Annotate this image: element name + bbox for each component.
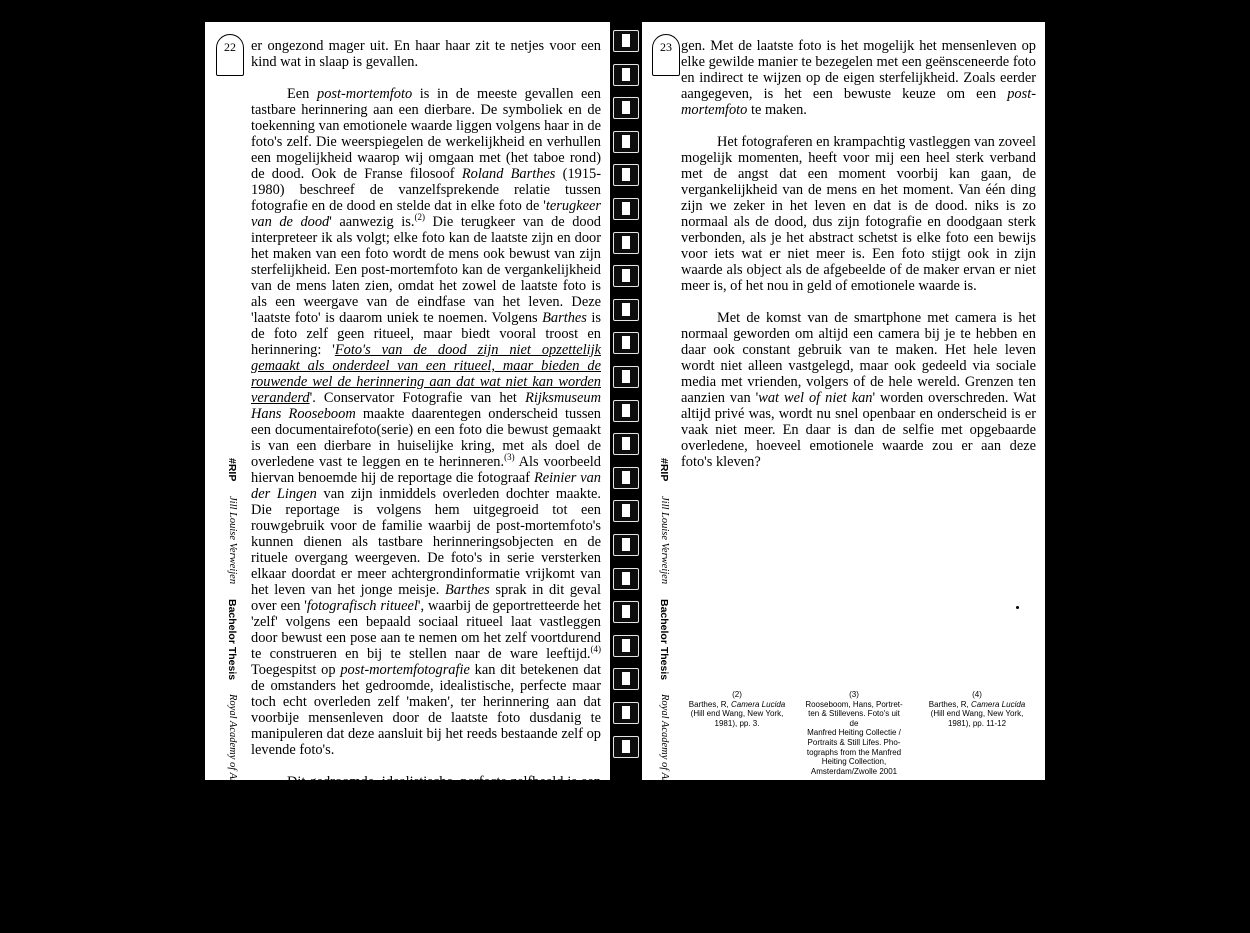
- binding-coil: [613, 265, 639, 287]
- text-run: kan dit betekenen dat de omstanders het gedroomde, idealistische, perfecte maar toch echt overleden zelf 'maken', ter herinnering aan dat voorbije mensenleven door de laatste foto dusdanig te manipuleren dat deze aansluit bij het reeds bestaande zelf op levende foto's.: [251, 662, 601, 758]
- sidebar-author: Jill Louise Verweijen: [659, 495, 670, 585]
- footnote-line: Barthes, R, Camera Lucida: [928, 699, 1026, 709]
- footnote-number: (3): [849, 690, 859, 699]
- page-number-left: 22: [216, 34, 244, 76]
- left-page: [205, 22, 610, 921]
- emphasis-text: Foto's van de dood zijn niet opzettelijk gemaakt als onderdeel van een ritueel, maar bieden de rouwende wel de herinnering aan dat wat niet kan worden veranderd: [251, 342, 601, 406]
- sidebar-author: Jill Louise Verweijen: [227, 495, 238, 585]
- footnote-line: 1981), pp. 3.: [714, 718, 760, 728]
- text-run: Die terugkeer van de dood interpreteer ik als volgt; elke foto kan de laatste zijn en door het maken van een foto wordt de mens ook bewust van zijn sterfelijkheid. Een post-mortemfoto kan de vergankelijkheid van de mens laten zien, omdat het zowel de laatste foto is als een weergave van de eindfase van het leven. Deze 'laatste foto' is daarom uniek te noemen. Volgens: [251, 214, 601, 326]
- sidebar-academy: Royal Academy of Arts The Hague Photography 2019: [659, 694, 670, 921]
- binding-coil: [613, 568, 639, 590]
- binding-coil: [613, 332, 639, 354]
- footnote-line: ten & Stillevens. Foto's uit de: [808, 709, 900, 728]
- text-run: er ongezond mager uit. En haar haar zit te netjes voor een kind wat in slaap is gevallen.: [251, 38, 601, 70]
- emphasis-text: post-mortemfoto: [317, 86, 413, 102]
- paragraph-gap: [251, 70, 601, 86]
- stray-mark: [1016, 606, 1019, 609]
- paragraph-gap: [251, 758, 601, 774]
- binding-coil: [613, 30, 639, 52]
- footnote-line: (Hill end Wang, New York,: [930, 709, 1024, 719]
- body-paragraph: [251, 774, 601, 822]
- emphasis-text: Roland Barthes: [461, 166, 556, 182]
- body-text-right: [681, 38, 1036, 470]
- footnote-ref: (3): [504, 452, 515, 463]
- emphasis-text: Reinier van der Lingen: [251, 470, 601, 502]
- text-run: van zijn inmiddels overleden dochter maakte. Die reportage is volgens hem uitgegroeid tot een rouwgebruik voor de familie waarbij de post-mortemfoto's kunnen dienen als tastbare herinneringsobjecten en de rituele overgang weergeven. De foto's in serie versterken elkaar doordat er meer achtergrondinformatie vrijkomt van het leven van het jonge meisje.: [251, 486, 601, 598]
- footnote-number: (2): [732, 690, 742, 699]
- text-run: Dit gedroomde, idealistische, perfecte zelfbeeld is een veelvoorkomend onderwerp om op de laatste foto vast te leg-: [251, 774, 601, 822]
- footnote-line: Rooseboom, Hans, Portret-: [805, 699, 903, 709]
- binding-coil: [613, 299, 639, 321]
- text-run: is de foto zelf geen ritueel, maar biedt vooral troost en herinnering: ': [251, 310, 601, 358]
- footnote-3: [804, 690, 904, 776]
- right-page: [642, 22, 1045, 921]
- text-run: Met de komst van de smartphone met camera is het normaal geworden om altijd een camera bij je te hebben en daar ook constant gebruik van te maken. Het hele leven wordt niet alleen vastgelegd, maar ook gedeeld via sociale media met vrienden, volgers of de hele wereld. Grenzen ten aanzien van ': [681, 310, 1036, 406]
- binding-coil: [613, 164, 639, 186]
- emphasis-text: Rijksmuseum Hans Rooseboom: [251, 390, 601, 422]
- emphasis-text: fotografisch ritueel: [306, 598, 418, 614]
- footnote-number: (4): [972, 690, 982, 699]
- text-run: ' worden overschreden. Wat altijd privé was, wordt nu snel openbaar en onderscheid is er vaak niet meer. En daar is dan de selfie met opgebaarde overledene, hoeveel emotionele waarde zou er aan deze foto's kleven?: [681, 390, 1037, 470]
- footnote-line: 1981), pp. 11-12: [947, 718, 1007, 728]
- body-paragraph: [681, 310, 1036, 470]
- binding-coil: [613, 232, 639, 254]
- emphasis-text: wat wel of niet kan: [758, 390, 873, 406]
- text-run: gen. Met de laatste foto is het mogelijk het mensenleven op elke gewilde manier te bezegelen met een geënsceneerde foto en indirect te wijzen op de eigen sterfelijkheid. Zoals eerder aangegeven, is het een bewuste keuze om een: [681, 38, 1036, 102]
- text-run: ', waarbij de geportretteerde het 'zelf' volgens een bepaald sociaal ritueel laat vastleggen door bewust een pose aan te nemen om het zelf voortdurend te construeren en bij te stellen naar de ware leeftijd.: [251, 598, 601, 662]
- binding-coil: [613, 736, 639, 758]
- text-run: is in de meeste gevallen een tastbare herinnering aan een dierbare. De symboliek en de toekenning van emotionele waarde liggen volgens haar in de foto's zelf. Die weerspiegelen de werkelijkheid en verhullen een mogelijkheid waarop wij omgaan met (het taboe rond) de dood. Ook de Franse filosoof: [251, 86, 601, 182]
- binding-coil: [613, 400, 639, 422]
- body-paragraph: [681, 38, 1036, 118]
- body-paragraph: [681, 134, 1036, 294]
- binding-coil: [613, 534, 639, 556]
- text-run: Het fotograferen en krampachtig vastleggen van zoveel mogelijk momenten, heeft voor mij een heel sterk verband met de angst dat een moment voorbij kan gaan, de vergankelijkheid van de mens en het moment. Van één ding zijn we zeker in het leven en dat is de dood. niks is zo normaal als de dood, dus zijn fotografie en doodgaan sterk verbonden, als je het abstract schetst is elke foto een bewijs voor iets wat er niet meer is. Een foto stijgt ook in zijn waarde als object als de afgebeelde of de maker ervan er niet meer is, of het nou in geld of emotionele waarde is.: [681, 134, 1036, 294]
- emphasis-text: Barthes: [542, 310, 587, 326]
- footnote-4: [927, 690, 1027, 728]
- emphasis-text: Barthes: [444, 582, 490, 598]
- footnote-line: (Hill end Wang, New York,: [690, 709, 784, 719]
- binding-coil: [613, 601, 639, 623]
- text-run: maakte daarentegen onderscheid tussen een documentairefoto(serie) en een foto die bewust gemaakt is van een dierbare in huiselijke kring, met als doel de overledene vast te leggen en te herinneren.: [251, 406, 601, 470]
- footnote-line: Heiting Collection,: [821, 757, 887, 767]
- body-paragraph: [251, 86, 601, 758]
- footnote-line: Manfred Heiting Collectie /: [807, 728, 901, 738]
- text-run: te maken.: [747, 102, 807, 118]
- binding-coil: [613, 702, 639, 724]
- text-run: Als voorbeeld hiervan benoemde hij de reportage die fotograaf: [251, 454, 601, 486]
- spiral-binding: [612, 30, 640, 770]
- binding-coil: [613, 97, 639, 119]
- sidebar-tag: #RIP: [658, 458, 670, 482]
- binding-coil: [613, 433, 639, 455]
- footnote-2: [687, 690, 787, 728]
- binding-coil: [613, 635, 639, 657]
- running-sidebar-left: [226, 458, 238, 933]
- text-run: (1915-1980) beschreef de vanzelfsprekende relatie tussen fotografie en de dood en stelde dat in elke foto de ': [251, 166, 602, 214]
- footnote-ref: (2): [414, 212, 425, 223]
- body-text-left: [251, 38, 601, 822]
- binding-coil: [613, 668, 639, 690]
- binding-coil: [613, 467, 639, 489]
- emphasis-text: post-mortemfotografie: [340, 662, 470, 678]
- footnote-line: tographs from the Manfred: [806, 747, 902, 757]
- footnote-line: Portraits & Still Lifes. Pho-: [807, 737, 901, 747]
- text-run: ' aanwezig is.: [329, 214, 415, 230]
- binding-coil: [613, 366, 639, 388]
- text-run: Toegespitst op: [251, 662, 341, 678]
- footnote-ref: (4): [590, 644, 601, 655]
- binding-coil: [613, 64, 639, 86]
- binding-coil: [613, 131, 639, 153]
- running-sidebar-right: [658, 458, 670, 933]
- sidebar-tag: #RIP: [226, 458, 238, 482]
- text-run: sprak in dit geval over een ': [251, 582, 601, 614]
- text-run: '. Conservator Fotografie van het: [309, 390, 526, 406]
- text-run: Een: [287, 86, 318, 102]
- sidebar-academy: Royal Academy of Arts The Hague Photography 2019: [227, 694, 238, 921]
- emphasis-text: terugkeer van de dood: [251, 198, 601, 230]
- sidebar-thesis: Bachelor Thesis: [226, 598, 238, 680]
- page-number-right: 23: [652, 34, 680, 76]
- body-paragraph: [251, 38, 601, 70]
- footnote-line: Amsterdam/Zwolle 2001: [810, 766, 898, 776]
- paragraph-gap: [681, 118, 1036, 134]
- emphasis-text: post-mortemfoto: [681, 86, 1036, 118]
- footnote-line: Barthes, R, Camera Lucida: [688, 699, 786, 709]
- paragraph-gap: [681, 294, 1036, 310]
- binding-coil: [613, 198, 639, 220]
- binding-coil: [613, 500, 639, 522]
- sidebar-thesis: Bachelor Thesis: [658, 598, 670, 680]
